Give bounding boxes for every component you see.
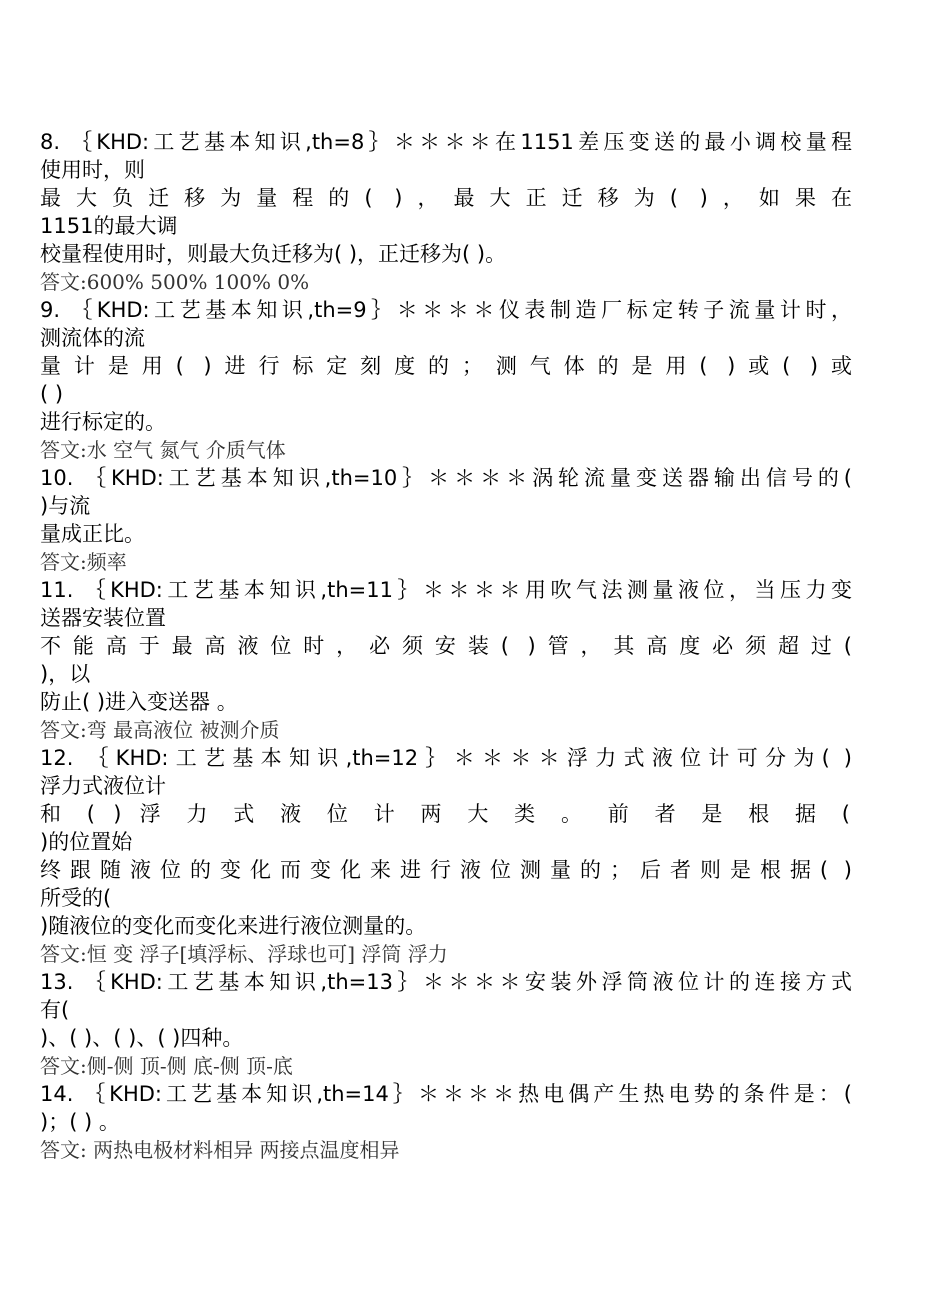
question-line: 8. ｛KHD:工艺基本知识,th=8｝＊＊＊＊在1151差压变送的最小调校量程: [40, 130, 852, 154]
question-line: )，以: [40, 662, 91, 686]
question-line: 不能高于最高液位时，必须安装( )管，其高度必须超过(: [40, 634, 852, 658]
question-line: 10. ｛KHD:工艺基本知识,th=10｝＊＊＊＊涡轮流量变送器输出信号的(: [40, 466, 852, 490]
question-line: 量成正比。: [40, 522, 145, 546]
question-line: 测流体的流: [40, 326, 145, 350]
question-line: 有(: [40, 998, 70, 1022]
question-line: 11. ｛KHD:工艺基本知识,th=11｝＊＊＊＊用吹气法测量液位，当压力变: [40, 578, 852, 602]
question-line: 和 ( ) 浮 力 式 液 位 计 两 大 类 。 前 者 是 根 据 (: [40, 802, 852, 826]
question-line: 1151的最大调: [40, 214, 178, 238]
question-line: 进行标定的。: [40, 410, 166, 434]
question-line: )随液位的变化而变化来进行液位测量的。: [40, 914, 427, 938]
question-line: 14. ｛KHD:工艺基本知识,th=14｝＊＊＊＊热电偶产生热电势的条件是：(: [40, 1082, 852, 1106]
question-line: )的位置始: [40, 830, 133, 854]
question-line: 浮力式液位计: [40, 774, 166, 798]
question-line: 13. ｛KHD:工艺基本知识,th=13｝＊＊＊＊安装外浮筒液位计的连接方式: [40, 970, 852, 994]
question-line: 最大负迁移为量程的( )，最大正迁移为( )，如果在: [40, 186, 852, 210]
question-line: 所受的(: [40, 886, 112, 910]
answer-line: 答文:侧-侧 顶-侧 底-侧 顶-底: [40, 1054, 293, 1078]
answer-line: 答文:频率: [40, 550, 127, 574]
question-line: 防止( )进入变送器 。: [40, 690, 238, 714]
document-body: [40, 128, 852, 1164]
answer-line: 答文:水 空气 氮气 介质气体: [40, 438, 286, 462]
question-line: )与流: [40, 494, 91, 518]
question-line: ( ): [40, 382, 64, 406]
answer-line: 答文:恒 变 浮子[填浮标、浮球也可] 浮筒 浮力: [40, 942, 448, 966]
question-line: 校量程使用时，则最大负迁移为( )，正迁移为( )。: [40, 242, 507, 266]
question-line: 送器安装位置: [40, 606, 166, 630]
answer-line: 答文:600% 500% 100% 0%: [40, 270, 310, 294]
question-line: )；( ) 。: [40, 1110, 120, 1134]
answer-line: 答文:弯 最高液位 被测介质: [40, 718, 280, 742]
question-line: 使用时，则: [40, 158, 145, 182]
answer-line: 答文: 两热电极材料相异 两接点温度相异: [40, 1138, 400, 1162]
question-line: 量计是用( )进行标定刻度的；测气体的是用( )或( )或: [40, 354, 852, 378]
question-line: 12. ｛KHD:工艺基本知识,th=12｝＊＊＊＊浮力式液位计可分为( ): [40, 746, 852, 770]
question-line: 终跟随液位的变化而变化来进行液位测量的；后者则是根据( ): [40, 858, 852, 882]
question-line: 9. ｛KHD:工艺基本知识,th=9｝＊＊＊＊仪表制造厂标定转子流量计时，: [40, 298, 852, 322]
question-line: )、( )、( )、( )四种。: [40, 1026, 244, 1050]
